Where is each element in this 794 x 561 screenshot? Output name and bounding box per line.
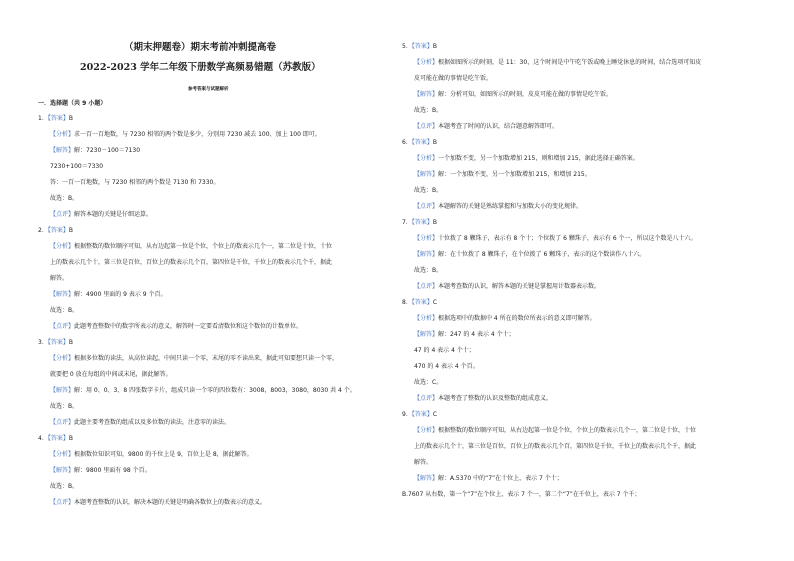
left-line: 故选：B。 [50, 403, 79, 410]
left-line: 解答。 [50, 275, 69, 282]
title-line-2: 2022-2023 学年二年级下册数学高频易错题（苏教版） [80, 62, 321, 73]
right-line: 【分析】根据整数的数位顺序可知，从右边起第一位是个位，个位上的数表示几个一，第二位是十位，十位 [414, 427, 697, 434]
right-line: 故选：B。 [414, 267, 443, 274]
section-heading: 一．选择题（共 9 小题） [38, 100, 107, 107]
right-line: 故选：B。 [414, 187, 443, 194]
left-line: 【点评】此题考查整数中的数字所表示的意义，解答时一定要看清数位和这个数位的计数单位。 [50, 323, 303, 330]
right-line: 【分析】根据选项中的数据中 4 所在的数位所表示的意义即可解答。 [414, 315, 596, 322]
right-line: 皮可能在做的事情是吃午饭。 [414, 75, 493, 82]
right-line: 【解答】解：一个加数不变，另一个加数增加 215，和增加 215。 [414, 171, 591, 178]
right-line: 5．【答案】B [402, 43, 437, 50]
left-line: 上的数表示几个十，第三位是百位，百位上的数表示几个百，第四位是千位，千位上的数表示几个千，据此 [50, 259, 333, 266]
right-line: 7．【答案】B [402, 219, 437, 226]
left-line: 4．【答案】B [38, 435, 73, 442]
right-line: 【分析】十位拨了 8 颗珠子，表示有 8 个十；个位拨了 6 颗珠子，表示有 6 个一，所以这个数是八十六。 [414, 235, 697, 242]
left-line: 3．【答案】B [38, 339, 73, 346]
right-line: 故选：B。 [414, 107, 443, 114]
left-line: 【点评】此题主要考查数的组成以及多位数的读法，注意零的读法。 [50, 419, 231, 426]
left-line: 故选：B。 [50, 483, 79, 490]
left-line: 就要把 0 放在每组的中间或末尾，据此解答。 [50, 371, 172, 378]
right-line: 9．【答案】C [402, 411, 438, 418]
left-line: 7230+100＝7330 [50, 163, 104, 170]
right-line: 【点评】本题考查了整数的认识及整数的组成意义。 [414, 395, 553, 402]
left-line: 【分析】根据多位数的读法，从高位读起，中间只读一个零，末尾的零不读出来，据此可知要想只读一个零， [50, 355, 339, 362]
left-line: 【解答】解：9800 里面有 98 个百。 [50, 467, 151, 474]
right-line: 故选：C。 [414, 379, 443, 386]
right-line: 6．【答案】B [402, 139, 437, 146]
right-line: B.7607 从右数，第一个“7”在个位上，表示 7 个一，第二个“7”在千位上，表示 7 个千； [402, 491, 641, 498]
left-line: 故选：B。 [50, 307, 79, 314]
right-line: 47 的 4 表示 4 个十； [414, 347, 475, 354]
left-line: 答：一百一百地数，与 7230 相邻的两个数是 7130 和 7330。 [50, 179, 220, 186]
left-line: 1．【答案】B [38, 115, 73, 122]
left-line: 【分析】根据数位知识可知，9800 的千位上是 9，百位上是 8，据此解答。 [50, 451, 253, 458]
answer-key-label: 参考答案与试题解析 [188, 87, 229, 92]
right-line: 【解答】解：分析可知，如图所示的时刻，皮皮可能在做的事情是吃午饭。 [414, 91, 613, 98]
left-line: 【解答】解：7230－100＝7130 [50, 147, 141, 154]
left-line: 【点评】解答本题的关键是仔细运算。 [50, 211, 153, 218]
right-line: 8．【答案】C [402, 299, 438, 306]
right-line: 【分析】一个加数不变，另一个加数增加 215，则和增加 215，据此选择正确答案。 [414, 155, 639, 162]
right-line: 【解答】解：在十位拨了 8 颗珠子，在个位拨了 6 颗珠子，表示的这个数读作八十六。 [414, 251, 646, 258]
left-line: 【解答】解：用 0、0、3、8 四张数字卡片，组成只读一个零的四位数有：3008，8003，3080，8030 共 4 个。 [50, 387, 356, 394]
right-line: 【解答】解：247 的 4 表示 4 个十； [414, 331, 515, 338]
right-line: 解答。 [414, 459, 433, 466]
left-line: 2．【答案】B [38, 227, 73, 234]
left-line: 【点评】本题考查整数的认识，解决本题的关键是明确各数位上的数表示的意义。 [50, 499, 267, 506]
left-line: 故选：B。 [50, 195, 79, 202]
right-line: 【点评】本题解答的关键是熟练掌握和与加数大小的变化规律。 [414, 203, 583, 210]
right-line: 470 的 4 表示 4 个百。 [414, 363, 479, 370]
title-line-1: （期末押题卷）期末考前冲刺提高卷 [124, 42, 277, 53]
right-line: 【解答】解：A.5370 中的“7”在十位上，表示 7 个十； [414, 475, 563, 482]
right-line: 【点评】本题考查了时间的认识，结合题意解答即可。 [414, 123, 559, 130]
left-line: 【分析】求一百一百地数，与 7230 相邻的两个数是多少，分别用 7230 减去 100、加上 100 即可。 [50, 131, 321, 138]
right-line: 【点评】本题考查数的认识，解答本题的关键是掌握用计数器表示数。 [414, 283, 601, 290]
right-line: 上的数表示几个十，第三位是百位，百位上的数表示几个百，第四位是千位，千位上的数表示几个千，据此 [414, 443, 697, 450]
left-line: 【分析】根据整数的数位顺序可知，从右边起第一位是个位，个位上的数表示几个一，第二位是十位，十位 [50, 243, 333, 250]
left-line: 【解答】解：4900 里面的 9 表示 9 个百。 [50, 291, 167, 298]
right-line: 【分析】根据如图所示的时刻，是 11：30，这个时间是中午吃午饭或晚上睡觉休息的时间，结合选项可知皮 [414, 59, 702, 66]
